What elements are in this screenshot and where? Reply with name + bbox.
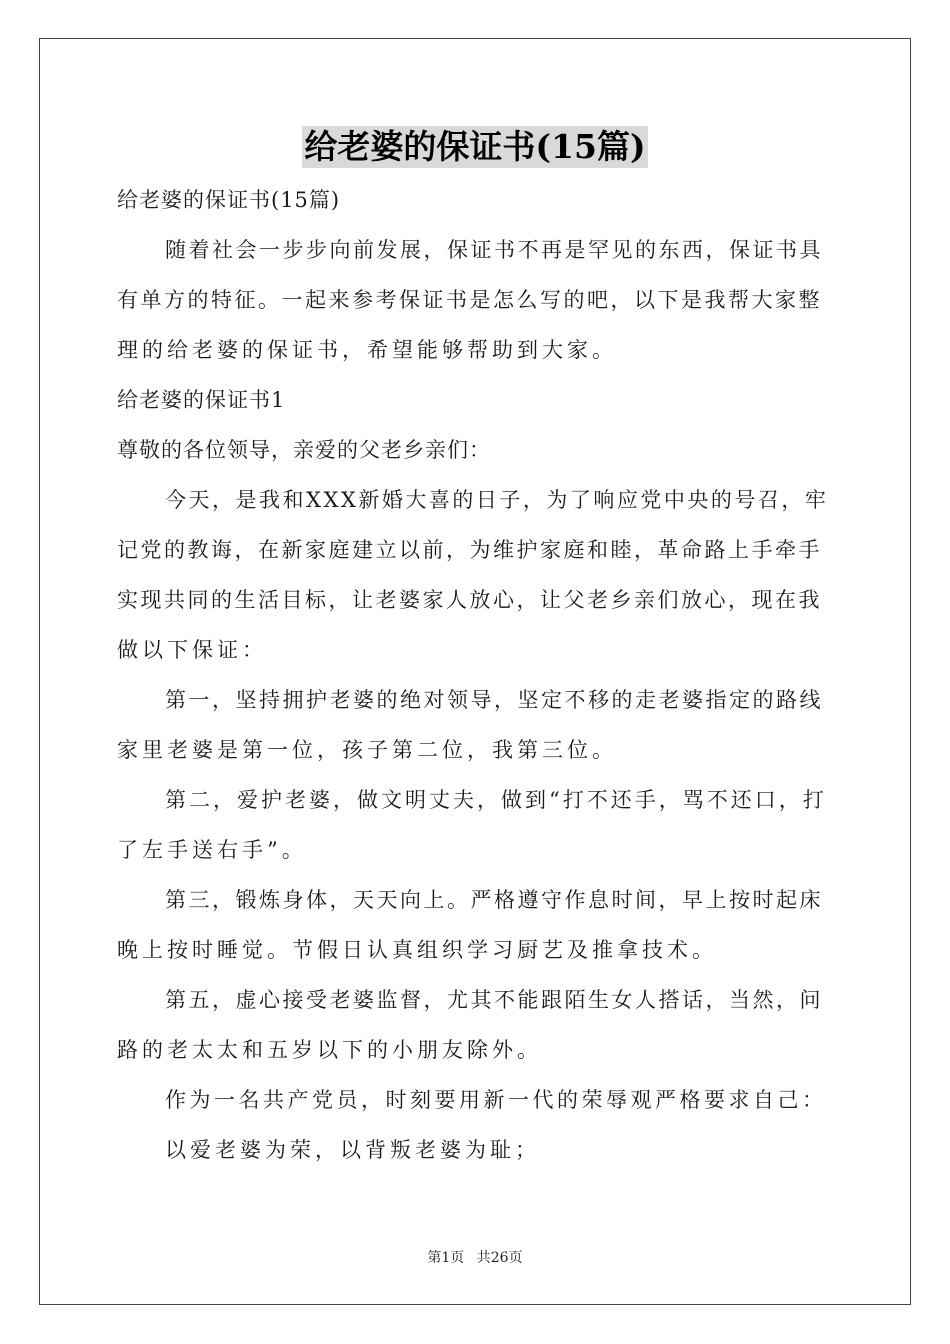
page-total: 共26页	[476, 1250, 523, 1266]
text-line: 家里老婆是第一位，孩子第二位，我第三位。	[117, 738, 617, 762]
page-number: 第1页	[427, 1250, 465, 1266]
text-line: 晚上按时睡觉。节假日认真组织学习厨艺及推拿技术。	[117, 938, 717, 962]
text-line: 给老婆的保证书(15篇)	[117, 188, 341, 212]
text-line: 今天，是我和XXX新婚大喜的日子，为了响应党中央的号召，牢	[165, 488, 829, 512]
text-line: 了左手送右手”。	[117, 838, 307, 862]
text-line: 实现共同的生活目标，让老婆家人放心，让父老乡亲们放心，现在我	[117, 588, 822, 612]
document-title: 给老婆的保证书(15篇)	[304, 127, 646, 166]
text-line: 有单方的特征。一起来参考保证书是怎么写的吧，以下是我帮大家整	[117, 288, 822, 312]
text-line: 以爱老婆为荣，以背叛老婆为耻；	[165, 1138, 540, 1162]
text-line: 记党的教诲，在新家庭建立以前，为维护家庭和睦，革命路上手牵手	[117, 538, 822, 562]
document-body	[117, 175, 833, 1175]
text-line: 第三，锻炼身体，天天向上。严格遵守作息时间，早上按时起床	[165, 888, 823, 912]
text-line: 给老婆的保证书1	[117, 388, 286, 412]
text-line: 尊敬的各位领导，亲爱的父老乡亲们：	[117, 438, 491, 462]
text-line: 随着社会一步步向前发展，保证书不再是罕见的东西，保证书具	[165, 238, 823, 262]
text-line: 第二，爱护老婆，做文明丈夫，做到“打不还手，骂不还口，打	[165, 788, 827, 812]
text-line: 第五，虚心接受老婆监督，尤其不能跟陌生女人搭话，当然，问	[165, 988, 823, 1012]
page-footer	[0, 1247, 950, 1267]
text-line: 第一，坚持拥护老婆的绝对领导，坚定不移的走老婆指定的路线	[165, 688, 823, 712]
text-line: 作为一名共产党员，时刻要用新一代的荣辱观严格要求自己：	[165, 1088, 827, 1112]
title-container	[0, 126, 950, 168]
text-line: 做以下保证：	[117, 638, 267, 662]
text-line: 理的给老婆的保证书，希望能够帮助到大家。	[117, 338, 617, 362]
text-line: 路的老太太和五岁以下的小朋友除外。	[117, 1038, 542, 1062]
